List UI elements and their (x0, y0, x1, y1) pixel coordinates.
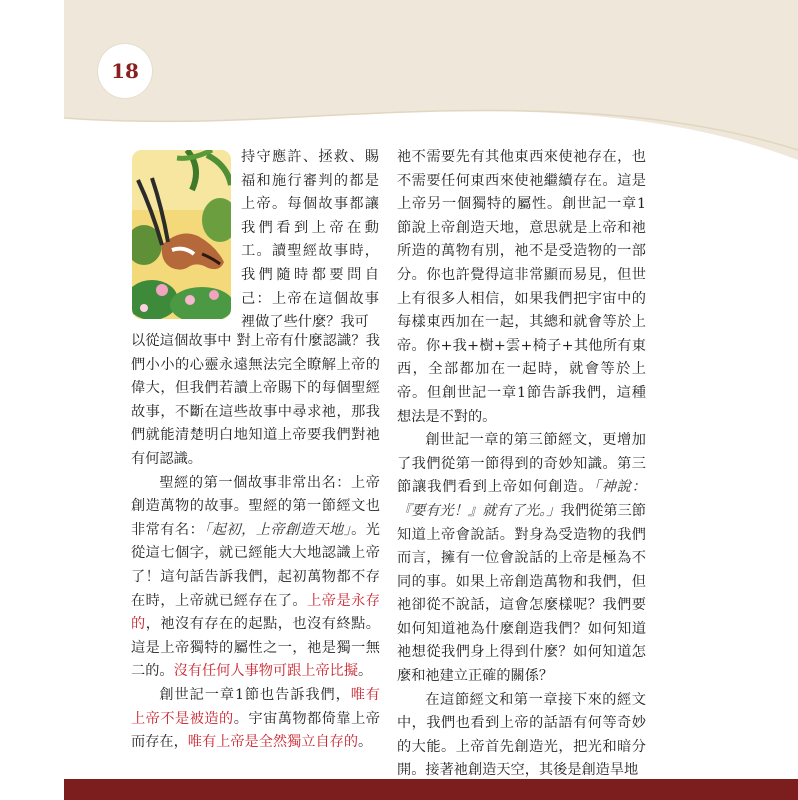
right-paragraph-2 (397, 429, 646, 689)
highlight-text: 沒有任何人事物可跟上帝比擬 (173, 663, 359, 680)
text-run: 。 (358, 663, 373, 680)
footer-bar (64, 779, 798, 800)
text-run: 。宇宙萬物都倚靠上帝而存在， (131, 710, 380, 751)
left-column (131, 330, 380, 755)
left-paragraph-1: 以從這個故事中 對上帝有什麼認識？我們小小的心靈永遠無法完全瞭解上帝的偉大，但我們若讀上帝賜下的每個聖經故事，不斷在這些故事中尋求祂，那我們就能清楚明白地知道上帝要我們對祂有何認識。 (131, 333, 380, 467)
left-paragraph-2 (131, 472, 380, 684)
text-run: 。光從這七個字，就已經能大大地認識上帝了！這句話告訴我們，起初萬物都不存在時，上帝就已經存在了。 (131, 521, 380, 609)
highlight-text: 上帝是永存的 (131, 592, 380, 633)
highlight-text: 唯有上帝是全然獨立自存的 (187, 734, 359, 751)
page-number: 18 (111, 59, 139, 83)
scripture-quote: 「神說：『要有光！』就有了光。」 (397, 479, 646, 519)
right-paragraph-1: 祂不需要先有其他東西來使祂存在，也不需要任何東西來使祂繼續存在。這是上帝另一個獨特的屬性。創世記一章1節說上帝創造天地，意思就是上帝和祂所造的萬物有別，祂不是受造物的一部分。你也許覺得這非常顯而易見，但世上有很多人相信，如果我們把宇宙中的每樣東西加在一起，其總和就會等於上帝。你+我+樹+雲+椅子+其他所有東西，全部都加在一起時，就會等於上帝。但創世記一章1節告訴我們，這種想法是不對的。 (397, 149, 646, 425)
page-number-badge (98, 44, 152, 98)
intro-paragraph: 持守應許、拯救、賜福和施行審判的都是上帝。每個故事都讓我們看到上帝在動工。讀聖經故事時，我們隨時都要問自己：上帝在這個故事裡做了些什麼？我可 (241, 149, 379, 331)
oryx-antelope-illustration (132, 150, 231, 319)
text-run: 聖經的第一個故事非常出名：上帝創造萬物的故事。聖經的第一節經文也非常有名： (131, 474, 380, 538)
intro-wrap-text (241, 146, 379, 335)
left-paragraph-3 (131, 684, 380, 755)
text-run: 我們從第三節知道上帝會說話。對身為受造物的我們而言，擁有一位會說話的上帝是極為不同的事。如果上帝創造萬物和我們，但祂卻從不說話，這會怎麼樣呢？我們要如何知道祂為什麼創造我們？如何知道祂想從我們身上得到什麼？如何知道怎麼和祂建立正確的關係？ (397, 502, 646, 685)
text-run: ，祂沒有存在的起點，也沒有終點。這是上帝獨特的屬性之一，祂是獨一無二的。 (131, 616, 380, 680)
text-run: 創世記一章的第三節經文，更增加了我們從第一節得到的奇妙知識。第三節讓我們看到上帝如何創造。 (397, 432, 646, 496)
highlight-text: 唯有上帝不是被造的 (131, 686, 380, 727)
text-run: 。 (358, 734, 373, 751)
text-run: 創世記一章1節也告訴我們， (159, 686, 351, 703)
right-column (397, 146, 646, 783)
right-paragraph-3: 在這節經文和第一章接下來的經文中，我們也看到上帝的話語有何等奇妙的大能。上帝首先創造光，把光和暗分開。接著祂創造天空，其後是創造旱地 (397, 691, 646, 779)
scripture-quote: 「起初，上帝創造天地」 (204, 521, 352, 538)
